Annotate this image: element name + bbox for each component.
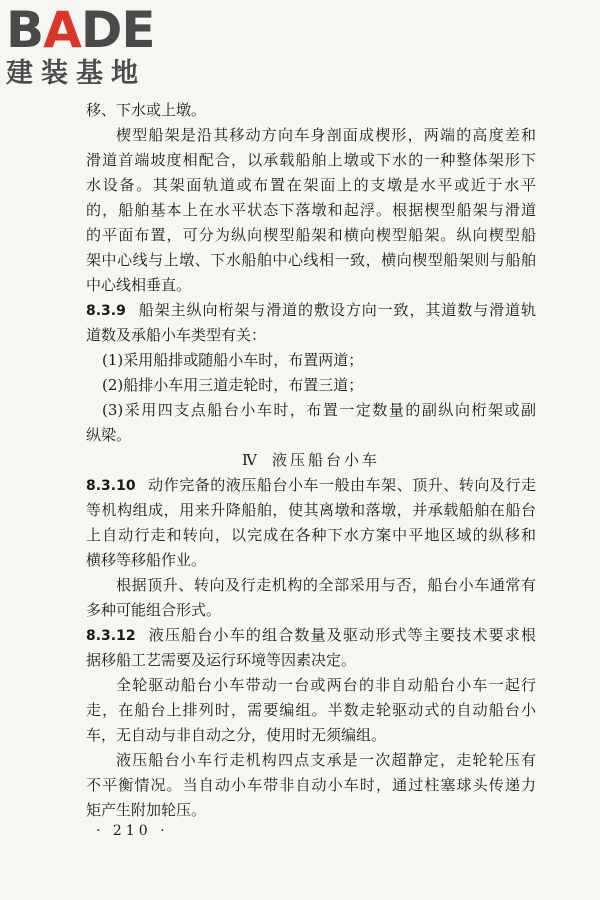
text-line: 不平衡情况。当自动小车带非自动小车时，通过柱塞球头传递力 (86, 776, 536, 794)
clause-number: 8.3.12 (86, 628, 136, 644)
clause-list (86, 348, 536, 448)
paragraph-full-drive (86, 673, 536, 748)
text-line: 全轮驱动船台小车带动一台或两台的非自动船台小车一起行 (116, 676, 536, 694)
text-line: 走，在船台上排列时，需要编组。半数走轮驱动式的自动船台小 (86, 701, 536, 719)
text-line: 8.3.9 船架主纵向桁架与滑道的敷设方向一致，其道数与滑道轨 (86, 301, 536, 319)
text-line: 的平面布置，可分为纵向楔型船架和横向楔型船架。纵向楔型船 (86, 226, 536, 244)
bade-logo (6, 1, 176, 90)
clause-number: 8.3.9 (86, 303, 126, 319)
text-line: 楔型船架是沿其移动方向车身剖面成楔形，两端的高度差和 (116, 126, 536, 144)
paragraph-wedge-cradle (86, 123, 536, 298)
text-line: 车，无自动与非自动之分，使用时无须编组。 (86, 726, 387, 744)
clause-8-3-9 (86, 298, 536, 348)
text-line: 的，船舶基本上在水平状态下落墩和起浮。根据楔型船架与滑道 (86, 201, 536, 219)
text-line: 上自动行走和转向，以完成在各种下水方案中平地区域的纵移和 (86, 526, 536, 544)
text-line: 8.3.10 动作完备的液压船台小车一般由车架、顶升、转向及行走 (86, 476, 536, 494)
text-line: 液压船台小车行走机构四点支承是一次超静定，走轮轮压有 (116, 751, 536, 769)
section-title: 液压船台小车 (271, 451, 380, 469)
logo-wordmark: B A DE (6, 1, 155, 59)
text-line: 滑道首端坡度相配合，以承载船舶上墩或下水的一种整体架形下 (86, 151, 536, 169)
clause-number: 8.3.10 (86, 478, 136, 494)
page-body (86, 98, 536, 823)
text-line: 纵梁。 (86, 426, 132, 444)
text-line: 根据顶升、转向及行走机构的全部采用与否，船台小车通常有 (116, 576, 536, 594)
text-line: 等机构组成，用来升降船舶，使其离墩和落墩，并承载船舶在船台 (86, 501, 536, 519)
paragraph-four-point-support (86, 748, 536, 823)
text-line: 道数及承船小车类型有关： (86, 326, 267, 344)
logo-chinese-text: 建装基地 (6, 58, 146, 89)
text-line: 架中心线与上墩、下水船舶中心线相一致，横向楔型船架则与船舶 (86, 251, 536, 269)
list-item: (1)采用船排或随船小车时，布置两道； (102, 351, 364, 369)
clause-8-3-10 (86, 473, 536, 573)
text-line: 横移等移船作业。 (86, 551, 207, 569)
text-line: 据移船工艺需要及运行环境等因素决定。 (86, 651, 357, 669)
paragraph-combinations (86, 573, 536, 623)
page-number: · 210 · (96, 823, 169, 839)
list-item: (3)采用四支点船台小车时，布置一定数量的副纵向桁架或副 (102, 401, 536, 419)
text-line: 水设备。其架面轨道或布置在架面上的支墩是水平或近于水平 (86, 176, 536, 194)
text-line: 8.3.12 液压船台小车的组合数量及驱动形式等主要技术要求根 (86, 626, 536, 644)
text-line: 矩产生附加轮压。 (86, 801, 207, 819)
text-line: 多种可能组合形式。 (86, 601, 222, 619)
clause-8-3-12 (86, 623, 536, 673)
text-line: 中心线相垂直。 (86, 276, 192, 294)
list-item: (2)船排小车用三道走轮时，布置三道； (102, 376, 364, 394)
section-numeral: Ⅳ (241, 451, 260, 469)
section-heading (86, 448, 536, 473)
text-line: 移、下水或上墩。 (86, 101, 207, 119)
